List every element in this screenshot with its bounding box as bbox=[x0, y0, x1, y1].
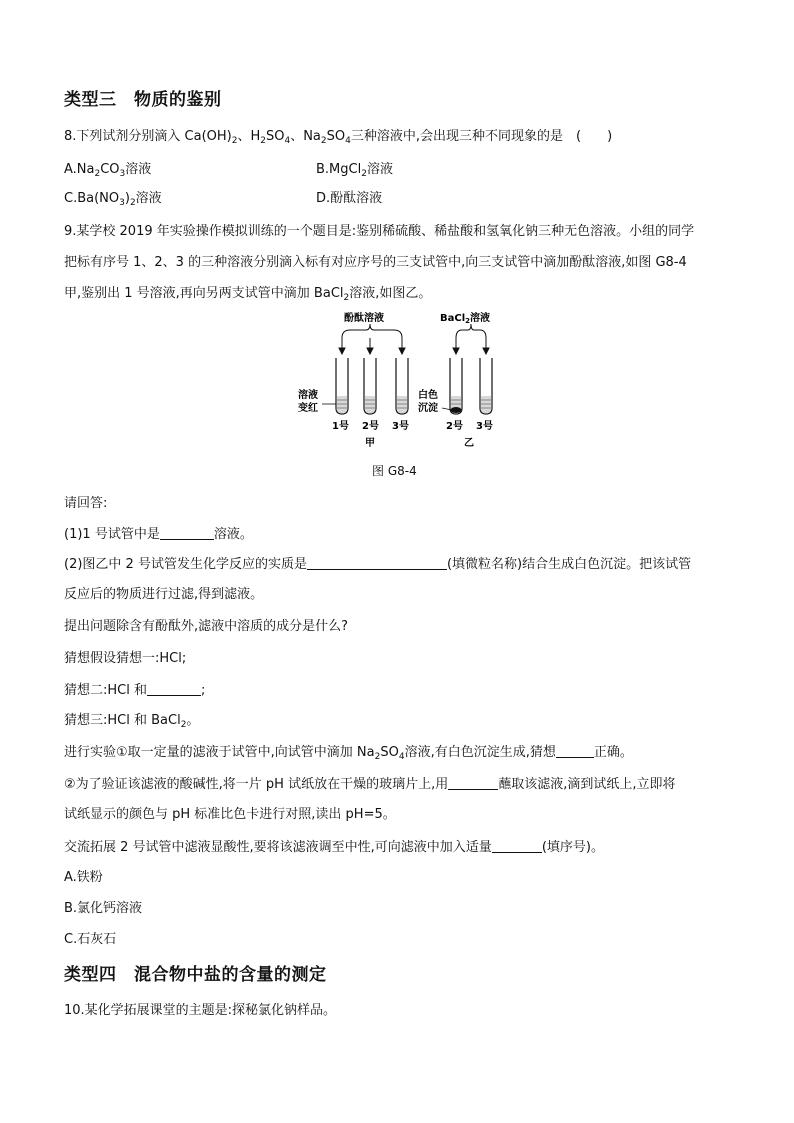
subscript: 2 bbox=[180, 720, 187, 730]
subscript: 2 bbox=[361, 169, 367, 179]
q9-text: 正确。 bbox=[593, 745, 633, 760]
q9-text: 。 bbox=[186, 713, 200, 728]
subscript: 2 bbox=[94, 169, 101, 179]
q9-guess-2 bbox=[64, 683, 205, 697]
q8-text: 8.下列试剂分别滴入 Ca(OH) bbox=[64, 129, 232, 144]
q9-experiment-1 bbox=[64, 745, 633, 762]
answer-blank-5[interactable] bbox=[448, 777, 498, 790]
subscript: 2 bbox=[343, 293, 350, 303]
option-text: 溶液 bbox=[135, 191, 162, 206]
tube-label-3: 3号 bbox=[392, 421, 409, 432]
answer-blank-3[interactable] bbox=[147, 683, 201, 696]
q9-option-c: C.石灰石 bbox=[64, 932, 117, 947]
q9-experiment-2-line-2: 试纸显示的颜色与 pH 标准比色卡进行对照,读出 pH=5。 bbox=[64, 807, 396, 822]
figure-g8-4 bbox=[290, 308, 510, 454]
q9-text: 甲,鉴别出 1 号溶液,再向另两支试管中滴加 BaCl bbox=[64, 286, 344, 301]
label-phenolphthalein: 酚酞溶液 bbox=[344, 313, 384, 324]
figure-caption: 图 G8-4 bbox=[372, 464, 417, 478]
q9-ask: 请回答: bbox=[64, 496, 108, 511]
section-heading-4: 类型四 混合物中盐的含量的测定 bbox=[64, 965, 327, 985]
label-white-ppt-1: 白色 bbox=[418, 390, 438, 401]
q9-text: 蘸取该滤液,滴到试纸上,立即将 bbox=[498, 777, 676, 792]
group-label-yi: 乙 bbox=[464, 438, 474, 449]
option-text: ) bbox=[124, 191, 130, 206]
question-10-stem: 10.某化学拓展课堂的主题是:探秘氯化钠样品。 bbox=[64, 1003, 337, 1018]
q9-text: 溶液,有白色沉淀生成,猜想 bbox=[404, 745, 556, 760]
option-text: A.Na bbox=[64, 162, 95, 177]
q9-text: (填序号)。 bbox=[541, 840, 604, 855]
q9-option-a: A.铁粉 bbox=[64, 870, 103, 885]
section-heading-3: 类型三 物质的鉴别 bbox=[64, 90, 222, 110]
q9-line-2: 把标有序号 1、2、3 的三种溶液分别滴入标有对应序号的三支试管中,向三支试管中滴加酚酞溶液,如图 G8-4 bbox=[64, 255, 687, 270]
tube-label-1: 1号 bbox=[332, 421, 349, 432]
tube-label-3b: 3号 bbox=[476, 421, 493, 432]
answer-blank-2[interactable] bbox=[307, 557, 447, 570]
liquid-hatch bbox=[337, 400, 491, 408]
q9-option-b: B.氯化钙溶液 bbox=[64, 901, 143, 916]
q9-experiment-2 bbox=[64, 777, 675, 791]
q9-text: 进行实验①取一定量的滤液于试管中,向试管中滴加 Na bbox=[64, 745, 375, 760]
q9-text: ②为了验证该滤液的酸碱性,将一片 pH 试纸放在干燥的玻璃片上,用 bbox=[64, 777, 449, 792]
q9-text: 溶液。 bbox=[213, 527, 253, 542]
q8-option-d: D.酚酞溶液 bbox=[316, 191, 383, 206]
q9-sub-1 bbox=[64, 527, 253, 541]
q9-text: (1)1 号试管中是 bbox=[64, 527, 160, 542]
q9-text: SO bbox=[380, 745, 399, 760]
q8-text: SO bbox=[326, 129, 346, 144]
option-text: B.MgCl bbox=[316, 162, 362, 177]
q9-sub-2 bbox=[64, 557, 691, 571]
answer-blank-4[interactable] bbox=[556, 745, 594, 758]
question-8-stem bbox=[64, 129, 613, 146]
tube-label-2: 2号 bbox=[362, 421, 379, 432]
q8-option-c bbox=[64, 191, 162, 208]
q9-sub-2-line-2: 反应后的物质进行过滤,得到滤液。 bbox=[64, 587, 264, 602]
option-text: 溶液 bbox=[125, 162, 152, 177]
q9-text: 猜想三:HCl 和 BaCl bbox=[64, 713, 181, 728]
q8-text: SO bbox=[265, 129, 285, 144]
subscript: 4 bbox=[345, 136, 351, 146]
q9-guess-1: 猜想假设猜想一:HCl; bbox=[64, 651, 187, 666]
option-text: CO bbox=[100, 162, 120, 177]
subscript: 2 bbox=[129, 198, 136, 208]
q8-text: 三种溶液中,会出现三种不同现象的是 ( ) bbox=[350, 129, 613, 144]
option-text: 溶液 bbox=[366, 162, 393, 177]
group-label-jia: 甲 bbox=[365, 438, 375, 449]
arrows bbox=[339, 338, 489, 354]
label-solution-red-2: 变红 bbox=[298, 403, 318, 414]
subscript: 2 bbox=[260, 136, 266, 146]
q8-option-b bbox=[316, 162, 393, 179]
label-white-ppt-2: 沉淀 bbox=[418, 403, 438, 414]
q9-text: ; bbox=[200, 683, 206, 698]
liquid bbox=[337, 396, 492, 413]
q9-text: 猜想二:HCl 和 bbox=[64, 683, 147, 698]
subscript: 2 bbox=[320, 136, 327, 146]
q9-extension bbox=[64, 840, 604, 854]
option-text: C.Ba(NO bbox=[64, 191, 120, 206]
q9-line-1: 9.某学校 2019 年实验操作模拟训练的一个题目是:鉴别稀硫酸、稀盐酸和氢氧化钠三种无色溶液。小组的同学 bbox=[64, 224, 695, 239]
answer-blank-6[interactable] bbox=[492, 840, 542, 853]
subscript: 2 bbox=[231, 136, 238, 146]
subscript: 3 bbox=[119, 169, 126, 179]
subscript: 4 bbox=[398, 752, 405, 762]
answer-blank-1[interactable] bbox=[160, 527, 214, 540]
q8-text: 、Na bbox=[290, 129, 321, 144]
subscript: 4 bbox=[284, 136, 291, 146]
test-tubes bbox=[336, 358, 492, 414]
q9-text: (填微粒名称)结合生成白色沉淀。把该试管 bbox=[446, 557, 692, 572]
q9-line-3 bbox=[64, 286, 432, 303]
brace-right bbox=[456, 324, 486, 338]
brace-left bbox=[342, 324, 402, 338]
tube-label-2b: 2号 bbox=[446, 421, 463, 432]
q9-text: 溶液,如图乙。 bbox=[349, 286, 432, 301]
q9-text: 交流拓展 2 号试管中滤液显酸性,要将该滤液调至中性,可向滤液中加入适量 bbox=[64, 840, 492, 855]
label-bacl2: BaCl$_2$溶液 bbox=[440, 313, 491, 325]
white-precipitate bbox=[451, 407, 462, 413]
q8-text: 、H bbox=[237, 129, 261, 144]
subscript: 3 bbox=[119, 198, 125, 208]
label-solution-red-1: 溶液 bbox=[298, 390, 318, 401]
subscript: 2 bbox=[374, 752, 381, 762]
q9-guess-3 bbox=[64, 713, 200, 730]
q8-option-a bbox=[64, 162, 152, 179]
q9-question: 提出问题除含有酚酞外,滤液中溶质的成分是什么? bbox=[64, 619, 349, 634]
q9-text: (2)图乙中 2 号试管发生化学反应的实质是 bbox=[64, 557, 307, 572]
